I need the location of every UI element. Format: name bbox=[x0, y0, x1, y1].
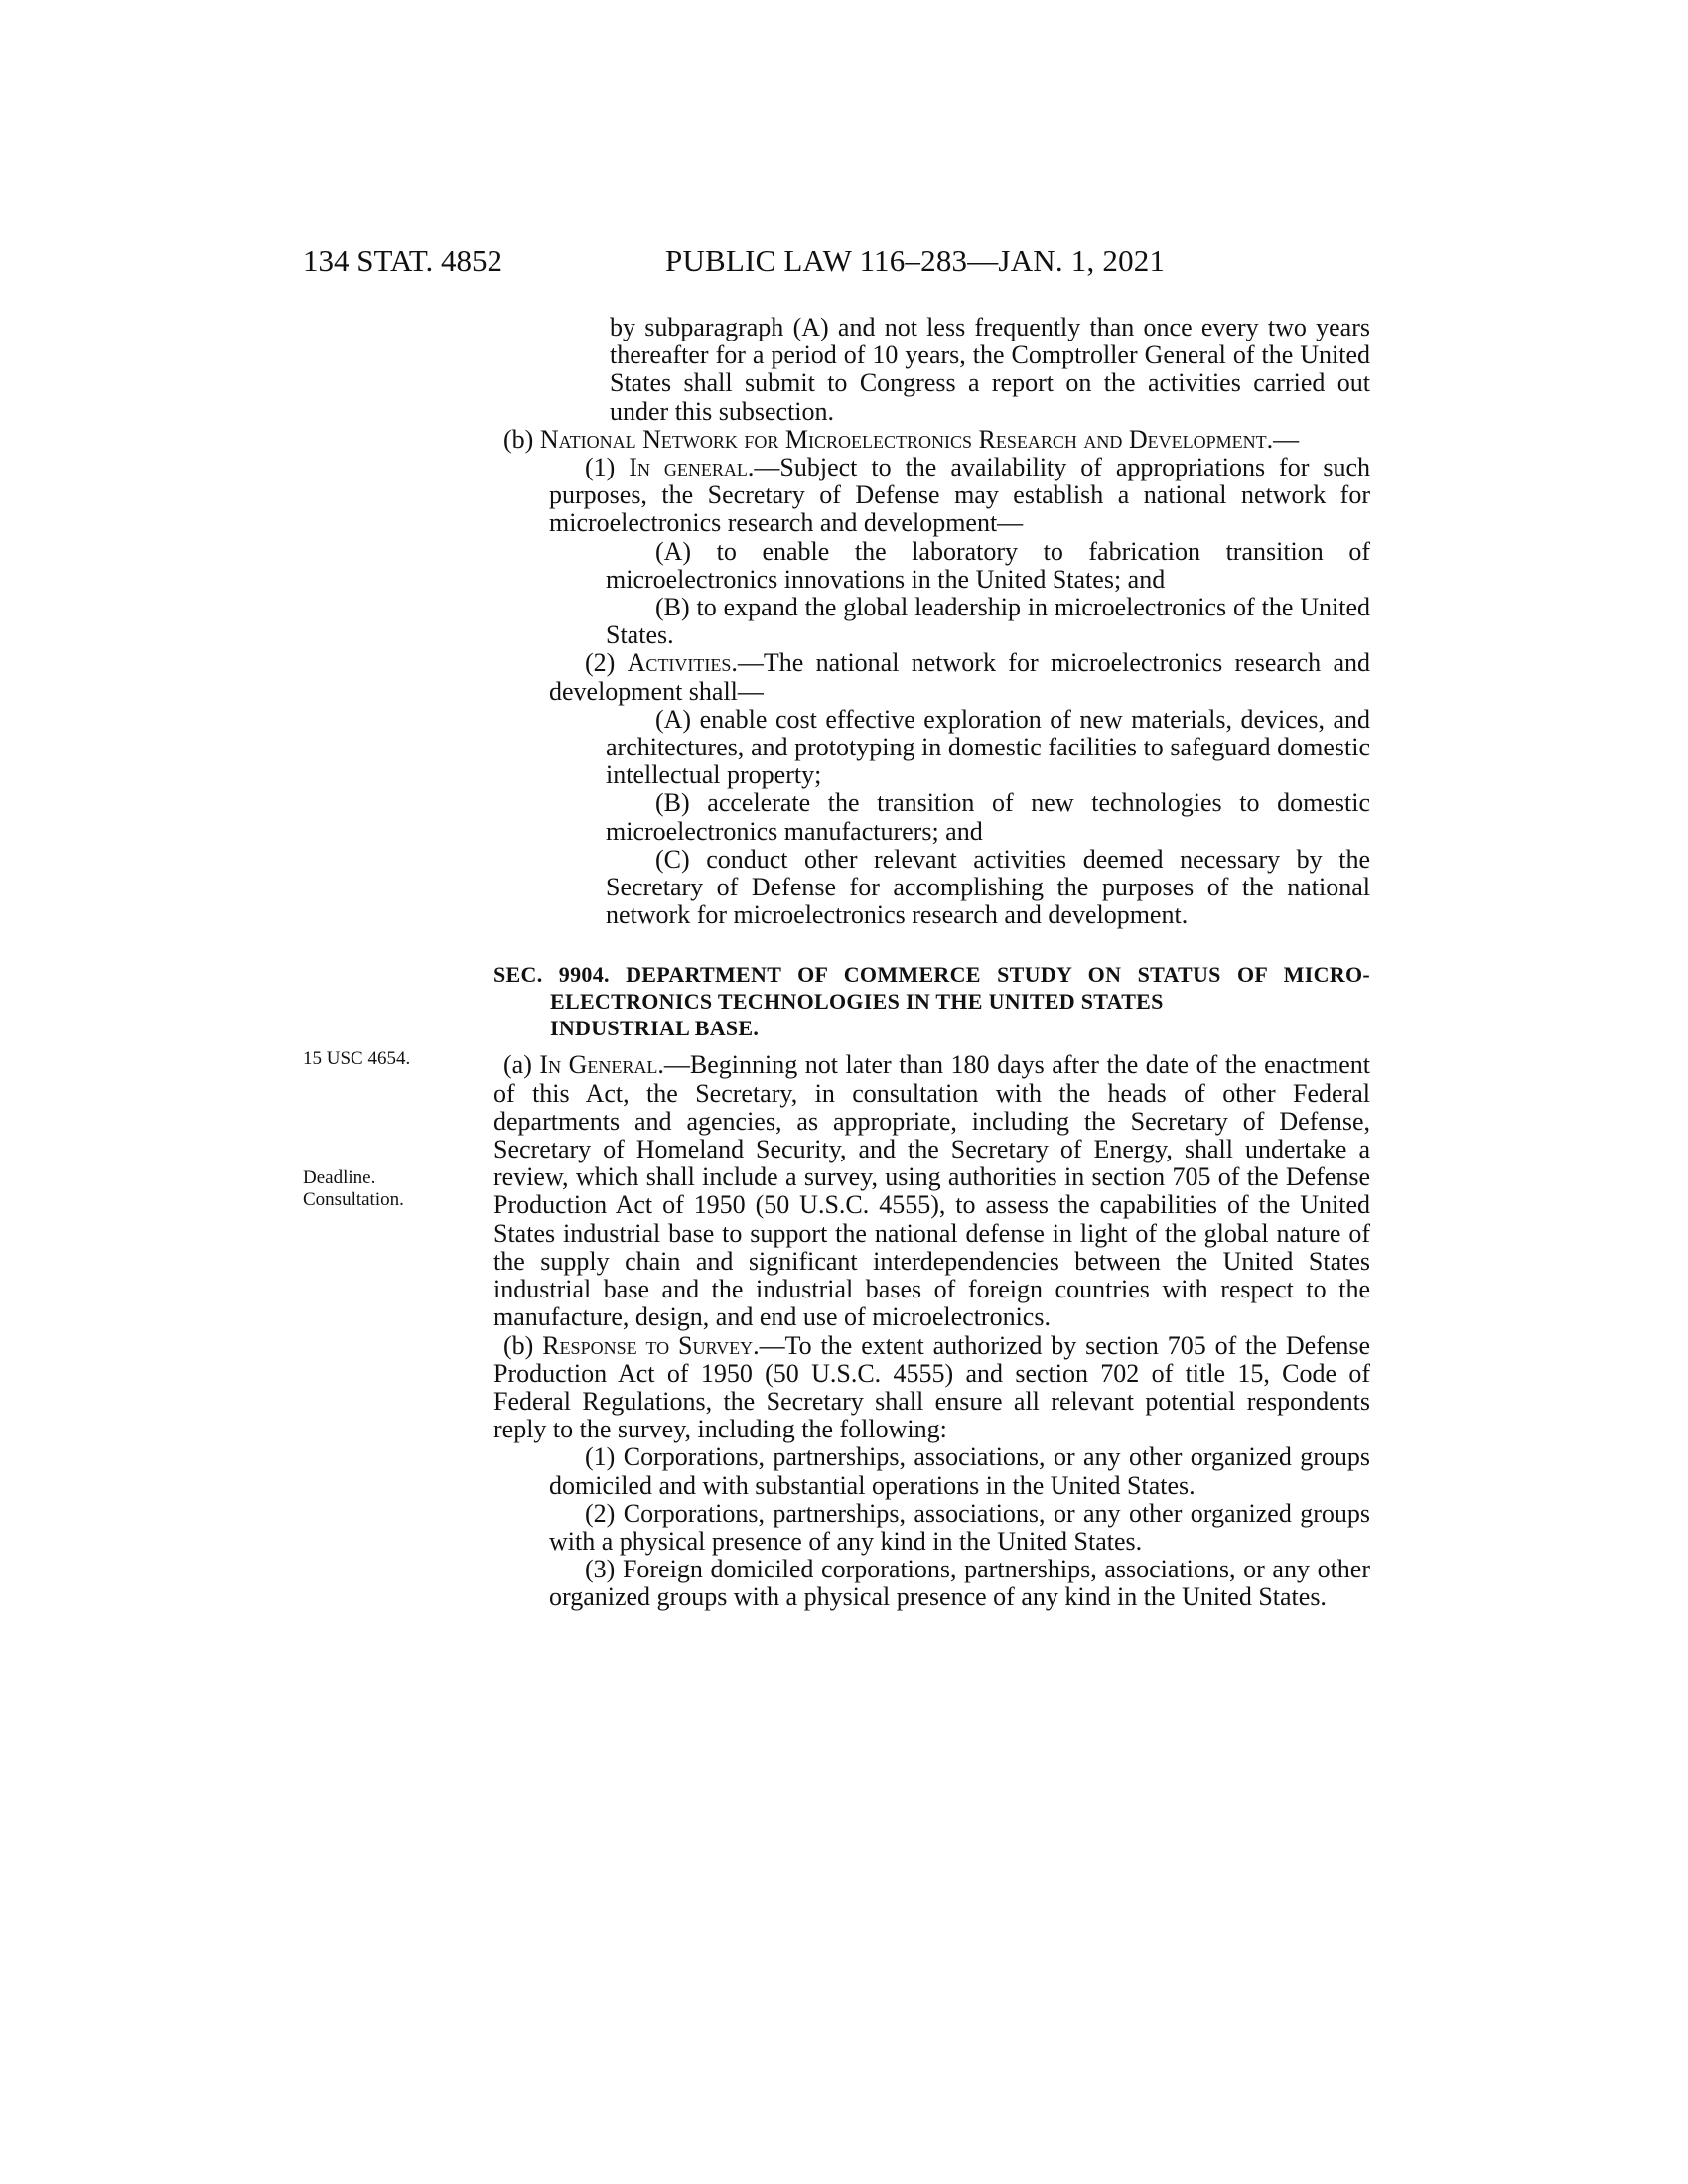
subparagraph-b1b: (B) to expand the global leadership in microelectronics of the United States. bbox=[606, 593, 1370, 650]
paragraph-b1 bbox=[549, 454, 1370, 538]
page-header bbox=[303, 243, 1370, 293]
subsection-a bbox=[493, 1051, 1370, 1331]
subsection-a-heading: In General bbox=[539, 1050, 658, 1080]
subsection-response-label: (b) bbox=[503, 1330, 543, 1360]
response-item-2: (2) Corporations, partnerships, associations, or any other organized groups with a physical presence of any kind in the United States. bbox=[549, 1498, 1370, 1556]
section-heading bbox=[493, 961, 1370, 1041]
subsection-response bbox=[493, 1332, 1370, 1444]
paragraph-b2-text: .—The national network for microelectronics research and development shall— bbox=[549, 648, 1370, 706]
subsection-a-text: .—Beginning not later than 180 days after the date of the enactment of this Act, the Secretary, in consultation with the heads of other Federal departments and agencies, as appropriate, including the Secretary of Defense, Secretary of Homeland Security, and the Secretary of Energy, shall undertake a review, which shall include a survey, using authorities in section 705 of the Defense Production Act of 1950 (50 U.S.C. 4555), to assess the capabilities of the United States industrial base to support the national defense in light of the global nature of the supply chain and significant interdependencies between the United States industrial base and the industrial bases of foreign countries with respect to the manufacture, design, and end use of microelectronics. bbox=[493, 1050, 1370, 1332]
subparagraph-b2c: (C) conduct other relevant activities deemed necessary by the Secretary of Defense for accomplishing the purposes of the national network for microelectronics research and development. bbox=[606, 844, 1370, 930]
paragraph-b2-label: (2) bbox=[585, 648, 628, 678]
subparagraph-b2b: (B) accelerate the transition of new technologies to domestic microelectronics manufacturers; and bbox=[606, 788, 1370, 846]
stat-page-number: 134 STAT. 4852 bbox=[303, 243, 503, 278]
response-item-3: (3) Foreign domiciled corporations, partnerships, associations, or any other organized groups with a physical presence of any kind in the United States. bbox=[549, 1555, 1370, 1612]
paragraph-continuation: by subparagraph (A) and not less frequently than once every two years thereafter for a period of 10 years, the Comptroller General of the United States shall submit to Congress a report on the activities carried out under this subsection. bbox=[610, 313, 1370, 426]
paragraph-b2-heading: Activities bbox=[627, 648, 732, 678]
margin-note-consultation: Consultation. bbox=[303, 1189, 404, 1210]
paragraph-b1-text: .—Subject to the availability of appropriations for such purposes, the Secretary of Defense may establish a national network for microelectronics research and development— bbox=[549, 453, 1370, 538]
subparagraph-b2a: (A) enable cost effective exploration of new materials, devices, and architectures, and prototyping in domestic facilities to safeguard domestic intellectual property; bbox=[606, 704, 1370, 790]
paragraph-b1-label: (1) bbox=[585, 453, 630, 482]
margin-note-usc: 15 USC 4654. bbox=[303, 1048, 411, 1069]
subsection-b-label: (b) bbox=[503, 424, 540, 454]
subsection-response-heading: Response to Survey bbox=[542, 1330, 754, 1360]
subsection-b bbox=[493, 426, 1370, 454]
paragraph-b2 bbox=[549, 649, 1370, 705]
section-heading-line3: INDUSTRIAL BASE. bbox=[550, 1016, 760, 1041]
subsection-a-label: (a) bbox=[503, 1050, 540, 1080]
response-item-1: (1) Corporations, partnerships, associations, or any other organized groups domiciled and with substantial operations in the United States. bbox=[549, 1442, 1370, 1500]
section-heading-line1: SEC. 9904. DEPARTMENT OF COMMERCE STUDY ON STATUS OF MICRO- bbox=[493, 962, 1370, 988]
page-body bbox=[493, 314, 1370, 1612]
subparagraph-b1a: (A) to enable the laboratory to fabrication transition of microelectronics innovations in the United States; and bbox=[606, 536, 1370, 594]
margin-note-deadline: Deadline. bbox=[303, 1167, 376, 1188]
section-heading-line2: ELECTRONICS TECHNOLOGIES IN THE UNITED STATES bbox=[550, 989, 1164, 1015]
paragraph-b1-heading: In general bbox=[629, 453, 748, 482]
subsection-response-text: .—To the extent authorized by section 705 of the Defense Production Act of 1950 (50 U.S.C. 4555) and section 702 of title 15, Code of Federal Regulations, the Secretary shall ensure all relevant potential respondents reply to the survey, including the following: bbox=[493, 1330, 1370, 1444]
subsection-b-dash: .— bbox=[1266, 424, 1300, 454]
running-head: PUBLIC LAW 116–283—JAN. 1, 2021 bbox=[665, 243, 1166, 278]
subsection-b-heading: National Network for Microelectronics Research and Development bbox=[539, 424, 1267, 454]
